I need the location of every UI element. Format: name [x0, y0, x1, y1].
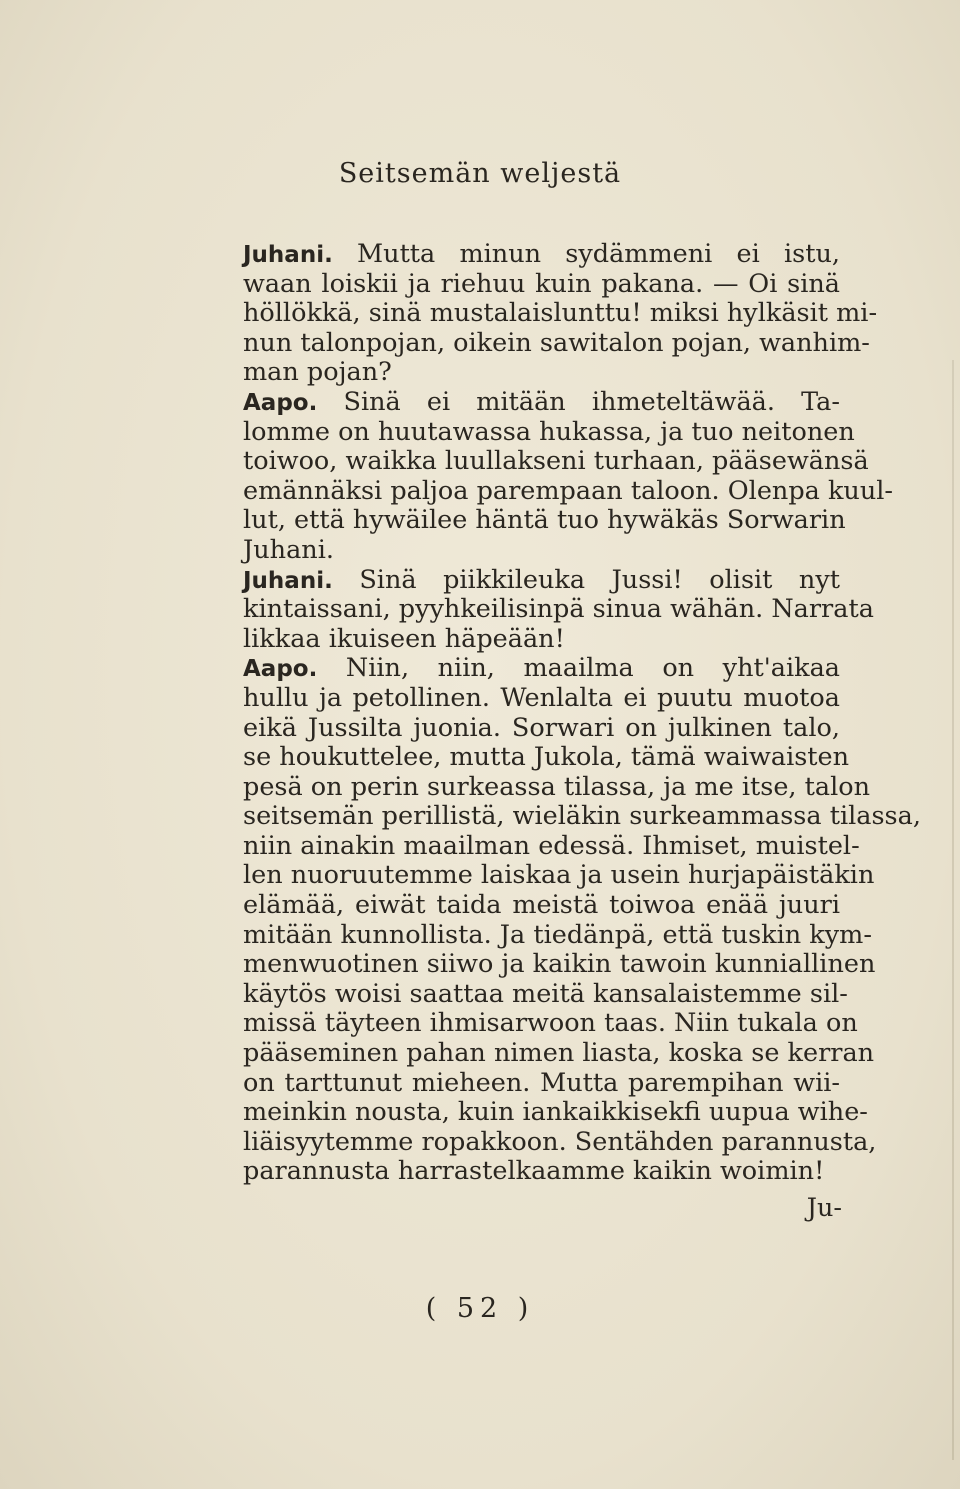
- text-line: [243, 536, 840, 566]
- text-line: [243, 446, 869, 477]
- text-line: [243, 978, 848, 1010]
- line-text: pesä on perin surkeassa tilassa, ja me itse, talon: [243, 771, 871, 802]
- line-text: toiwoo, waikka luullakseni turhaan, pääsewänsä: [243, 446, 869, 477]
- line-text: elämää, eiwät taida meistä toiwoa enää juuri: [243, 890, 840, 921]
- body-text: [243, 239, 921, 1187]
- line-text: hullu ja petollinen. Wenlalta ei puutu muotoa: [243, 682, 840, 713]
- line-text: meinkin nousta, kuin iankaikkisekfi uupua wihe-: [243, 1097, 868, 1128]
- text-line: [243, 240, 840, 270]
- speaker-name: Aapo.: [243, 389, 318, 416]
- catchword: Ju-: [806, 1193, 842, 1223]
- page-number: ( 52 ): [425, 1293, 535, 1324]
- line-text: liäisyytemme ropakkoon. Sentähden parannusta,: [243, 1126, 877, 1157]
- line-text: on tarttunut mieheen. Mutta parempihan wii-: [243, 1067, 840, 1098]
- text-line: [243, 1038, 875, 1069]
- text-line: [243, 505, 846, 536]
- line-text: lut, että hywäilee häntä tuo hywäkäs Sorwarin: [243, 505, 846, 536]
- line-text: likkaa ikuiseen häpeään!: [243, 623, 565, 654]
- text-line: [243, 654, 840, 684]
- speaker-name: Aapo.: [243, 656, 318, 683]
- text-line: [243, 860, 875, 891]
- text-line: [243, 714, 840, 744]
- text-line: [243, 566, 840, 596]
- text-line: [243, 771, 871, 803]
- text-line: [243, 742, 850, 773]
- text-line: [243, 416, 855, 448]
- line-text: niin ainakin maailman edessä. Ihmiset, muistel-: [243, 830, 860, 861]
- text-line: [243, 358, 840, 388]
- text-line: [243, 949, 876, 980]
- line-text: man pojan?: [243, 357, 392, 388]
- line-text: se houkuttelee, mutta Jukola, tämä waiwaisten: [243, 742, 850, 773]
- speaker-name: Juhani.: [243, 242, 333, 268]
- text-line: [243, 1126, 877, 1158]
- text-line: [243, 594, 874, 625]
- text-line: [243, 1008, 858, 1039]
- line-text: menwuotinen siiwo ja kaikin tawoin kunniallinen: [243, 949, 876, 980]
- text-line: [243, 327, 870, 359]
- line-text: höllökkä, sinä mustalaislunttu! miksi hylkäsit mi-: [243, 298, 878, 329]
- line-text: Niin, niin, maailma on yht'aikaa: [345, 653, 840, 684]
- text-line: [243, 270, 840, 300]
- text-line: [243, 388, 840, 418]
- text-line: [243, 1097, 868, 1128]
- line-text: Sinä piikkileuka Jussi! olisit nyt: [359, 564, 840, 595]
- text-line: [243, 830, 860, 862]
- text-line: [243, 1069, 840, 1099]
- line-text: nun talonpojan, oikein sawitalon pojan, wanhim-: [243, 327, 870, 358]
- text-line: [243, 298, 878, 329]
- text-line: [243, 801, 921, 832]
- line-text: Juhani.: [243, 534, 334, 565]
- text-line: [243, 625, 840, 655]
- line-text: missä täyteen ihmisarwoon taas. Niin tukala on: [243, 1008, 858, 1039]
- text-line: [243, 1157, 840, 1187]
- line-text: eikä Jussilta juonia. Sorwari on julkinen talo,: [243, 712, 840, 743]
- line-text: kintaissani, pyyhkeilisinpä sinua wähän. Narrata: [243, 594, 874, 625]
- running-head: Seitsemän weljestä: [338, 158, 622, 189]
- text-line: [243, 919, 872, 951]
- line-text: waan loiskii ja riehuu kuin pakana. — Oi sinä: [243, 268, 840, 299]
- line-text: emännäksi paljoa parempaan taloon. Olenpa kuul-: [243, 475, 894, 506]
- text-line: [243, 891, 840, 921]
- line-text: parannusta harrastelkaamme kaikin woimin!: [243, 1156, 825, 1187]
- line-text: Sinä ei mitään ihmeteltäwää. Ta-: [343, 386, 840, 417]
- line-text: lomme on huutawassa hukassa, ja tuo neitonen: [243, 416, 855, 447]
- line-text: käytös woisi saattaa meitä kansalaistemme sil-: [243, 978, 848, 1009]
- line-text: pääseminen pahan nimen liasta, koska se kerran: [243, 1038, 875, 1069]
- speaker-name: Juhani.: [243, 567, 333, 594]
- text-line: [243, 475, 894, 507]
- text-line: [243, 684, 840, 714]
- line-text: mitään kunnollista. Ja tiedänpä, että tuskin kym-: [243, 919, 872, 950]
- line-text: seitsemän perillistä, wieläkin surkeammassa tilassa,: [243, 801, 921, 832]
- line-text: Mutta minun sydämmeni ei istu,: [357, 239, 840, 269]
- line-text: len nuoruutemme laiskaa ja usein hurjapäistäkin: [243, 860, 875, 891]
